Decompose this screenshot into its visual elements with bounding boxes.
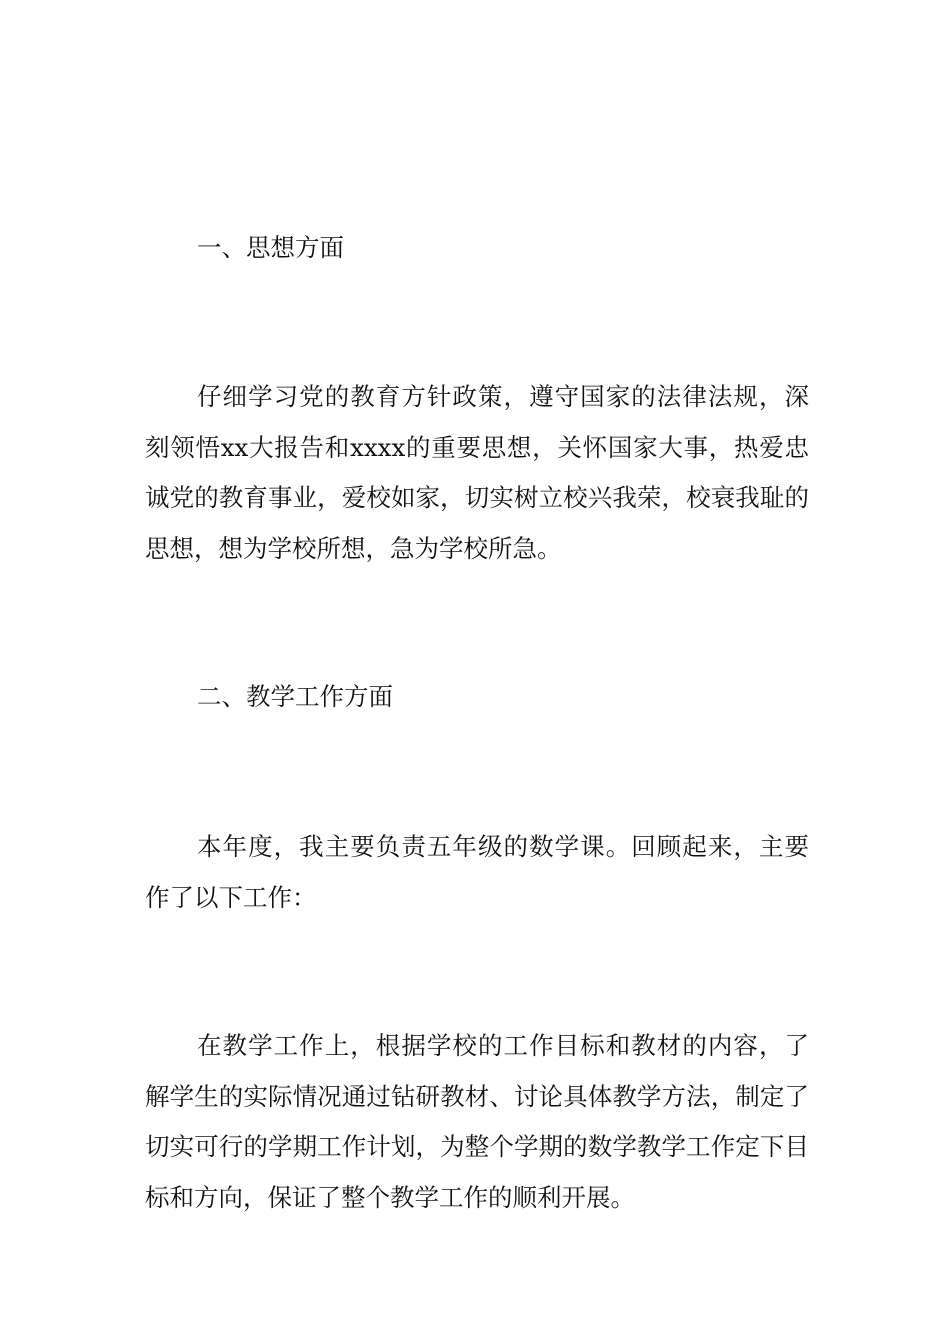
section-heading-thought: 一、思想方面 [197, 233, 344, 262]
paragraph-teaching-intro: 本年度，我主要负责五年级的数学课。回顾起来，主要作了以下工作： [145, 832, 809, 912]
paragraph-teaching-plan: 在教学工作上，根据学校的工作目标和教材的内容，了解学生的实际情况通过钻研教材、讨论具体教学方法，制定了切实可行的学期工作计划，为整个学期的数学教学工作定下目标和方向，保证了整个教学工作的顺利开展。 [145, 1031, 809, 1212]
paragraph-thought: 仔细学习党的教育方针政策，遵守国家的法律法规，深刻领悟xx大报告和xxxx的重要思想，关怀国家大事，热爱忠诚党的教育事业，爱校如家，切实树立校兴我荣，校衰我耻的思想，想为学校所想，急为学校所急。 [145, 382, 809, 563]
section-heading-teaching: 二、教学工作方面 [197, 682, 393, 711]
